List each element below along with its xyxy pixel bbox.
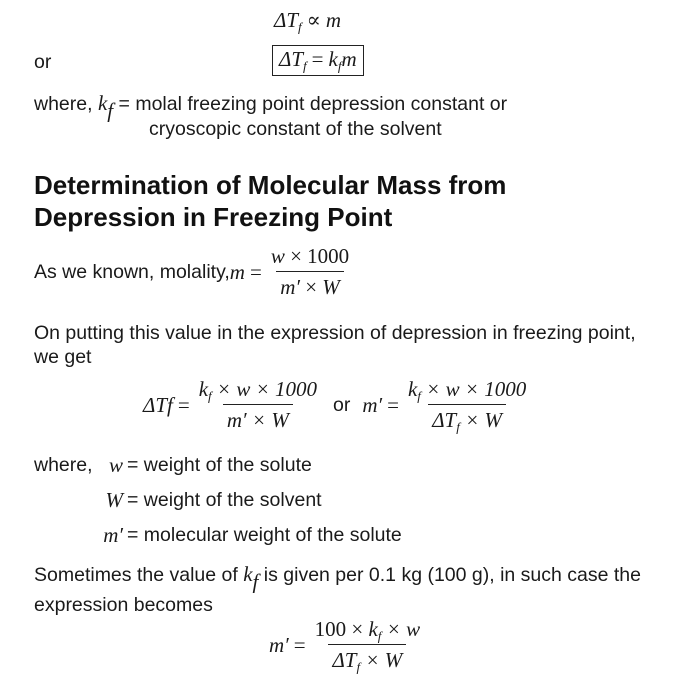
paragraph-1: On putting this value in the expression of depression in freezing point, we get (34, 322, 636, 368)
kf-definition: where, $k_f$ = molal freezing point depression constant or (34, 91, 508, 123)
molality-formula: As we known, molality, m = $\frac{w \times 1000}{m' \times W}$ (34, 244, 353, 299)
paragraph-2: Sometimes the value of $k_f$ is given per 0.1 kg (100 g), in such case the expression becomes (34, 562, 641, 617)
boxed-formula: $\Delta T_f = k_fm$ (272, 45, 364, 76)
proportionality-formula: $\Delta T_f \propto m$ (274, 8, 342, 35)
kf-definition-cont: cryoscopic constant of the solvent (149, 118, 442, 140)
final-fraction: $\frac{100 \times k_f \times w}{\Delta T_f \times W}$ (314, 617, 421, 675)
definitions-lead: where, (34, 454, 93, 476)
section-heading: Determination of Molecular Mass from Depression in Freezing Point (34, 170, 507, 232)
molecular-mass-fraction: $\frac{k_f \times w \times 1000}{\Delta T_f \times W}$ (407, 377, 527, 435)
final-formula: m′ = $\frac{100 \times k_f \times w}{\Delta T_f \times W}$ (269, 617, 424, 672)
molality-fraction: $\frac{w \times 1000}{m' \times W}$ (270, 244, 350, 299)
definition-text: = weight of the solvent (127, 489, 322, 511)
definition-text: = weight of the solute (127, 454, 312, 476)
definition-symbol: W (105, 488, 123, 512)
definition-symbol: w (108, 453, 123, 477)
freezing-depression-fraction: $\frac{k_f \times w \times 1000}{m' \times W}$ (198, 377, 318, 432)
formula-pair: ΔT f = $\frac{k_f \times w \times 1000}{m' \times W}$ or m′ = $\frac{k_f \times w \times 1000}{\Delta T_f \times W}$ (143, 377, 530, 432)
definition-symbol: m′ (103, 523, 123, 547)
definition-text: = molecular weight of the solute (127, 524, 402, 546)
or-label: or (34, 51, 52, 73)
